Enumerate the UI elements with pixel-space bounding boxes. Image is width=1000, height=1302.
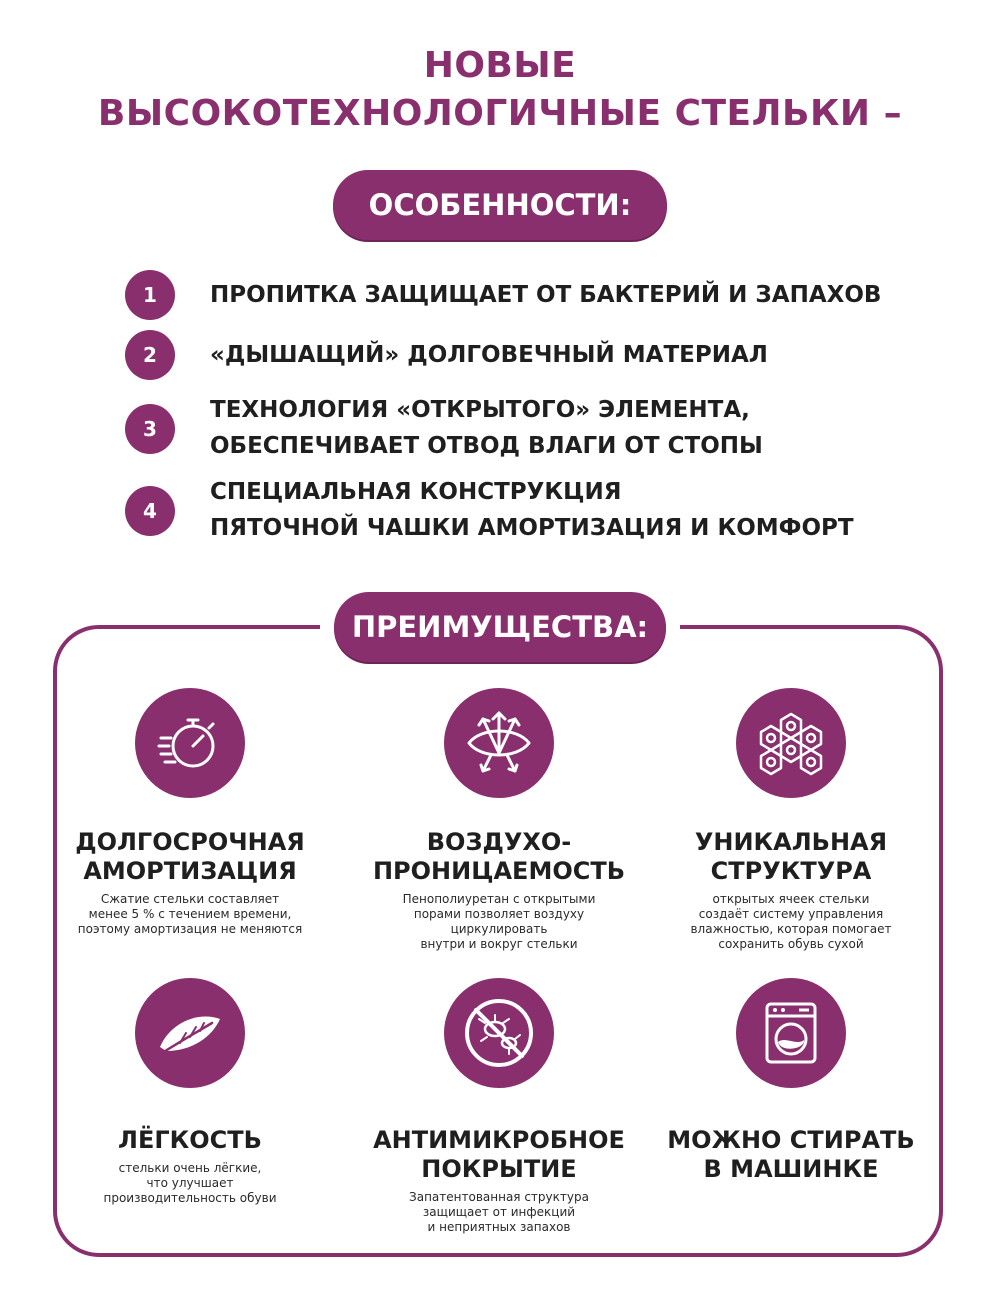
benefit-desc-line: поэтому амортизация не меняются <box>77 922 303 936</box>
benefit-title-line: ВОЗДУХО- <box>426 828 572 856</box>
benefits-heading: ПРЕИМУЩЕСТВА: <box>334 592 666 662</box>
honeycomb-icon <box>736 688 846 798</box>
benefit-lightness <box>40 978 340 1206</box>
benefit-title-line: АНТИМИКРОБНОЕ <box>373 1126 625 1154</box>
benefit-description <box>349 892 649 952</box>
title-line-1: НОВЫЕ <box>423 45 577 86</box>
feature-number-badge: 3 <box>125 404 175 454</box>
benefit-breathability <box>349 688 649 952</box>
benefit-desc-line: влажностью, которая помогает <box>690 922 892 936</box>
no-bacteria-icon <box>444 978 554 1088</box>
benefit-title <box>641 828 941 886</box>
feature-text <box>210 337 768 373</box>
benefit-long-cushioning <box>40 688 340 937</box>
benefit-title <box>641 1126 941 1184</box>
benefit-title-line: ДОЛГОСРОЧНАЯ <box>75 828 305 856</box>
washing-machine-icon <box>736 978 846 1088</box>
benefit-title-line: СТРУКТУРА <box>710 857 872 885</box>
benefit-title <box>40 1126 340 1155</box>
benefit-description <box>641 892 941 952</box>
feature-text-line: ПЯТОЧНОЙ ЧАШКИ АМОРТИЗАЦИЯ И КОМФОРТ <box>210 515 854 541</box>
title-line-2: ВЫСОКОТЕХНОЛОГИЧНЫЕ СТЕЛЬКИ – <box>97 93 903 134</box>
benefit-desc-line: открытых ячеек стельки <box>712 892 870 906</box>
benefit-title-line: АМОРТИЗАЦИЯ <box>83 857 297 885</box>
benefit-desc-line: сохранить обувь сухой <box>718 937 864 951</box>
benefit-desc-line: внутри и вокруг стельки <box>420 937 578 951</box>
benefit-antimicrobial <box>349 978 649 1235</box>
benefit-title-line: МОЖНО СТИРАТЬ <box>667 1126 915 1154</box>
feature-number-badge: 1 <box>125 270 175 320</box>
benefit-unique-structure <box>641 688 941 952</box>
feature-text-line: ТЕХНОЛОГИЯ «ОТКРЫТОГО» ЭЛЕМЕНТА, <box>210 397 750 423</box>
benefit-desc-line: порами позволяет воздуху <box>413 907 585 921</box>
feature-number-badge: 4 <box>125 486 175 536</box>
benefit-title <box>40 828 340 886</box>
feature-text-line: ОБЕСПЕЧИВАЕТ ОТВОД ВЛАГИ ОТ СТОПЫ <box>210 433 763 459</box>
benefit-desc-line: стельки очень лёгкие, <box>118 1161 262 1175</box>
feature-item-4 <box>125 479 945 566</box>
stopwatch-icon <box>135 688 245 798</box>
benefit-title-line: В МАШИНКЕ <box>703 1155 879 1183</box>
benefit-machine-washable <box>641 978 941 1184</box>
feather-icon <box>135 978 245 1088</box>
benefit-desc-line: производительность обуви <box>103 1191 277 1205</box>
benefit-desc-line: менее 5 % с течением времени, <box>88 907 292 921</box>
benefit-desc-line: Сжатие стельки составляет <box>100 892 280 906</box>
feature-text-line: СПЕЦИАЛЬНАЯ КОНСТРУКЦИЯ <box>210 479 622 505</box>
benefit-description <box>40 892 340 937</box>
features-heading: ОСОБЕННОСТИ: <box>333 170 667 240</box>
benefit-title <box>349 828 649 886</box>
benefit-desc-line: что улучшает <box>146 1176 234 1190</box>
benefit-title <box>349 1126 649 1184</box>
benefit-desc-line: циркулировать <box>450 922 548 936</box>
page-title <box>0 42 1000 138</box>
feature-item-3 <box>125 397 945 484</box>
airflow-arrows-icon <box>444 688 554 798</box>
benefit-title-line: ПРОНИЦАЕМОСТЬ <box>372 857 626 885</box>
feature-text <box>210 392 763 464</box>
benefit-desc-line: Запатентованная структура <box>409 1190 589 1204</box>
benefit-title-line: ЛЁГКОСТЬ <box>118 1126 262 1154</box>
feature-text <box>210 474 854 546</box>
benefit-desc-line: Пенополиуретан с открытыми <box>402 892 596 906</box>
feature-text-line: «ДЫШАЩИЙ» ДОЛГОВЕЧНЫЙ МАТЕРИАЛ <box>210 342 768 368</box>
feature-number-badge: 2 <box>125 330 175 380</box>
feature-text-line: ПРОПИТКА ЗАЩИЩАЕТ ОТ БАКТЕРИЙ И ЗАПАХОВ <box>210 282 882 308</box>
benefit-desc-line: создаёт систему управления <box>698 907 884 921</box>
feature-text <box>210 277 881 313</box>
benefit-desc-line: защищает от инфекций <box>422 1205 576 1219</box>
benefit-title-line: УНИКАЛЬНАЯ <box>694 828 888 856</box>
benefit-desc-line: и неприятных запахов <box>427 1220 571 1234</box>
benefit-description <box>349 1190 649 1235</box>
benefit-description <box>40 1161 340 1206</box>
benefit-title-line: ПОКРЫТИЕ <box>421 1155 577 1183</box>
